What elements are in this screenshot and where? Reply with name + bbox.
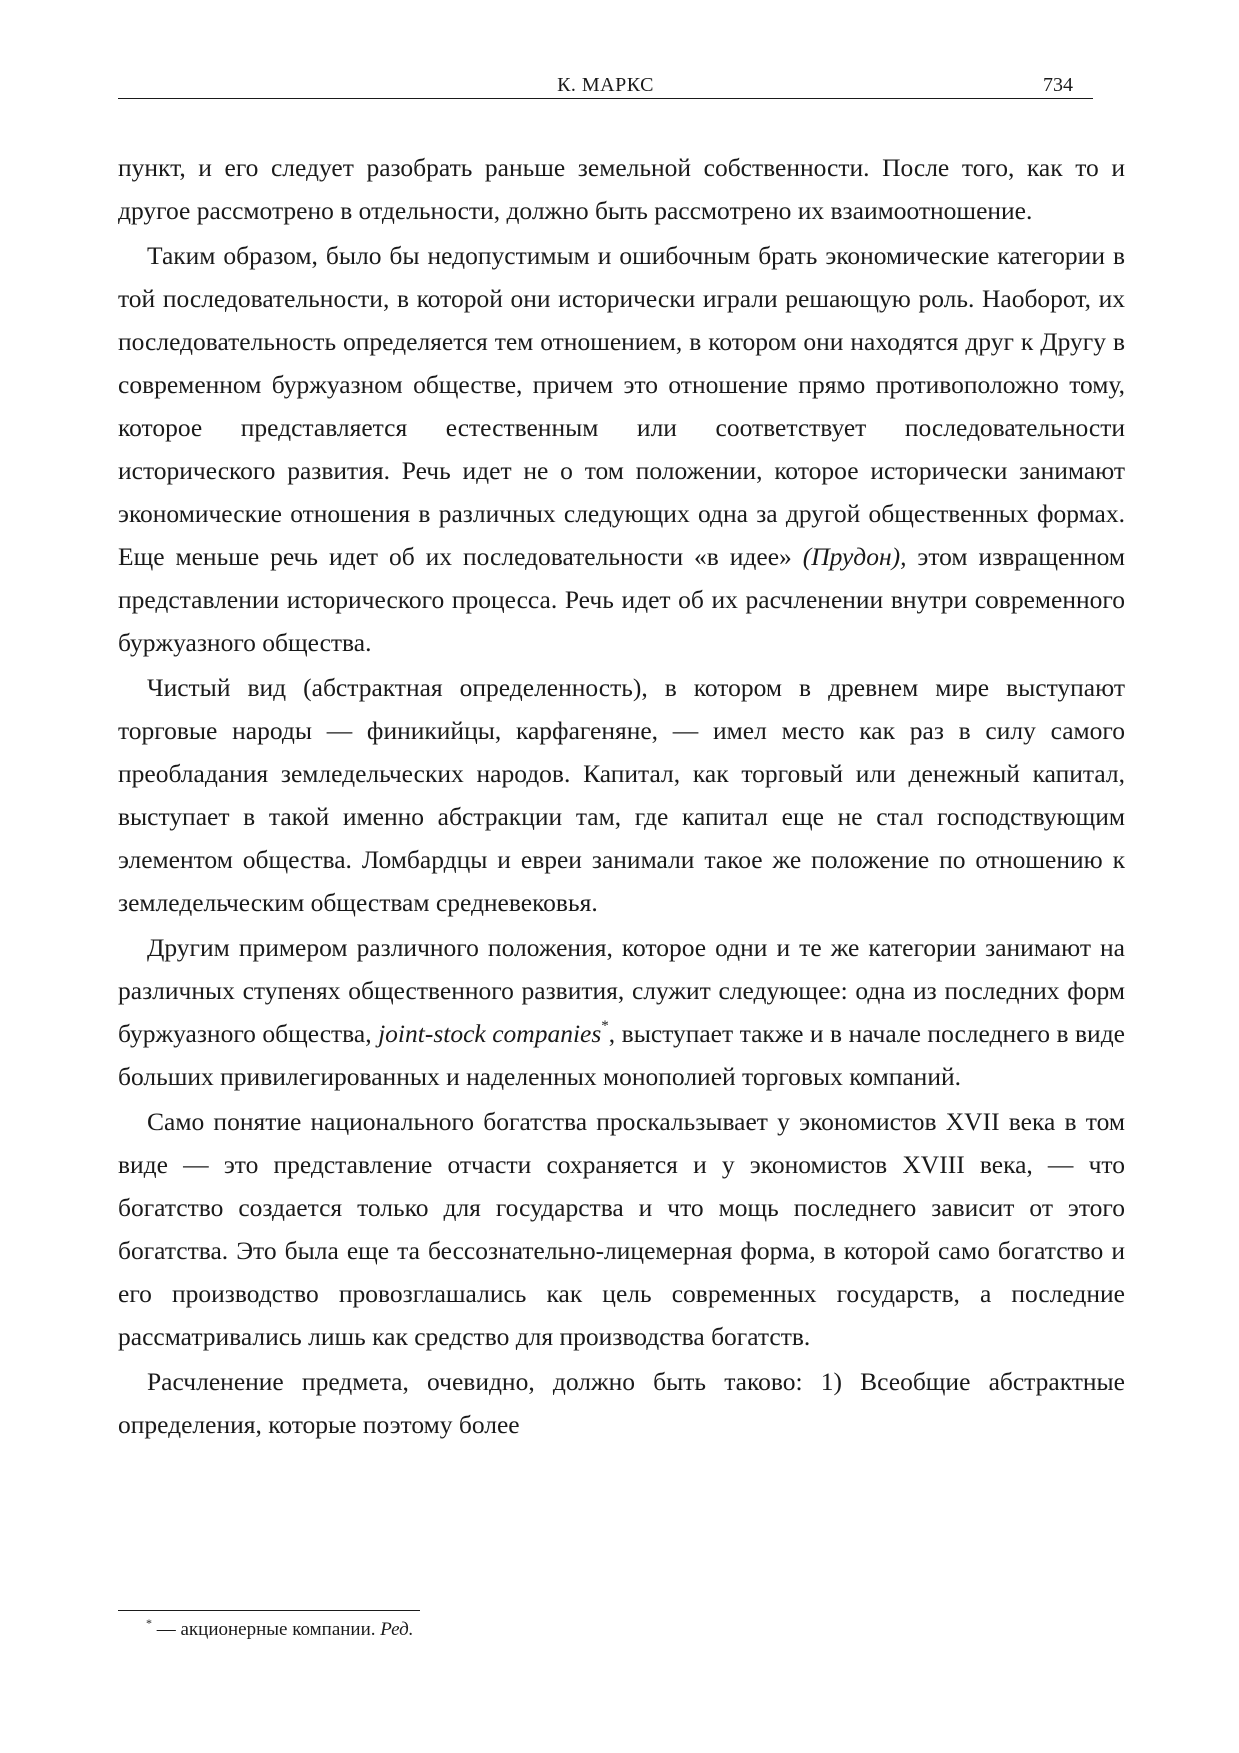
footnote-separator	[118, 1610, 420, 1611]
paragraph-text: Чистый вид (абстрактная определенность), в котором в древнем мире выступают торговые народы — финикийцы, карфагеняне, — имел место как раз в силу самого преобладания земледельческих народов. Капитал, как торговый или денежный капитал, выступает в такой именно абстракции там, где капитал еще не стал господствующим элементом общества. Ломбардцы и евреи занимали такое же положение по отношению к земледельческим обществам средневековья.	[118, 673, 1125, 917]
paragraph	[118, 146, 1125, 232]
italic-term: joint-stock companies	[378, 1019, 602, 1048]
footnote-reference-mark: *	[601, 1018, 609, 1034]
footnote-mark: *	[146, 1616, 152, 1630]
running-header	[118, 72, 1093, 99]
paragraph	[118, 666, 1125, 924]
paragraph	[118, 234, 1125, 664]
paragraph-text: Другим примером различного положения, которое одни и те же категории занимают на различных ступенях общественного развития, служит следующее: одна из последних форм буржуазного общества,	[118, 933, 1125, 1048]
footnote	[146, 1618, 414, 1642]
paragraph-text: пункт, и его следует разобрать раньше земельной собственности. После того, как то и другое рассмотрено в отдельности, должно быть рассмотрено их взаимоотношение.	[118, 153, 1125, 225]
paragraph	[118, 1360, 1125, 1446]
footnote-text: — акционерные компании.	[152, 1619, 381, 1640]
footnote-editor-note: Ред.	[380, 1619, 414, 1640]
paragraph-text: Само понятие национального богатства проскальзывает у экономистов XVII века в том виде — это представление отчасти сохраняется и у экономистов XVIII века, — что богатство создается только для государства и что мощь последнего зависит от этого богатства. Это была еще та бессознательно-лицемерная форма, в которой само богатство и его производство провозглашались как цель современных государств, а последние рассматривались лишь как средство для производства богатств.	[118, 1107, 1125, 1351]
paragraph-text-continued: , выступает также и в начале последнего в виде больших привилегированных и наделенных монополией торговых компаний.	[118, 1019, 1126, 1091]
body-text	[118, 146, 1125, 1448]
italic-reference: (Прудон),	[802, 542, 907, 571]
paragraph	[118, 926, 1125, 1098]
paragraph-text: Расчленение предмета, очевидно, должно быть таково: 1) Всеобщие абстрактные определения, которые поэтому более	[118, 1367, 1125, 1439]
paragraph	[118, 1100, 1125, 1358]
paragraph-text-continued: этом извращенном представлении исторического процесса. Речь идет об их расчленении внутри современного буржуазного общества.	[118, 542, 1125, 657]
page-number: 734	[1043, 74, 1073, 96]
paragraph-text: Таким образом, было бы недопустимым и ошибочным брать экономические категории в той последовательности, в которой они исторически играли решающую роль. Наоборот, их последовательность определяется тем отношением, в котором они находятся друг к Другу в современном буржуазном обществе, причем это отношение прямо противоположно тому, которое представляется естественным или соответствует последовательности исторического развития. Речь идет не о том положении, которое исторически занимают экономические отношения в различных следующих одна за другой общественных формах. Еще меньше речь идет об их последовательности «в идее»	[118, 241, 1125, 571]
header-title: К. МАРКС	[557, 74, 654, 96]
